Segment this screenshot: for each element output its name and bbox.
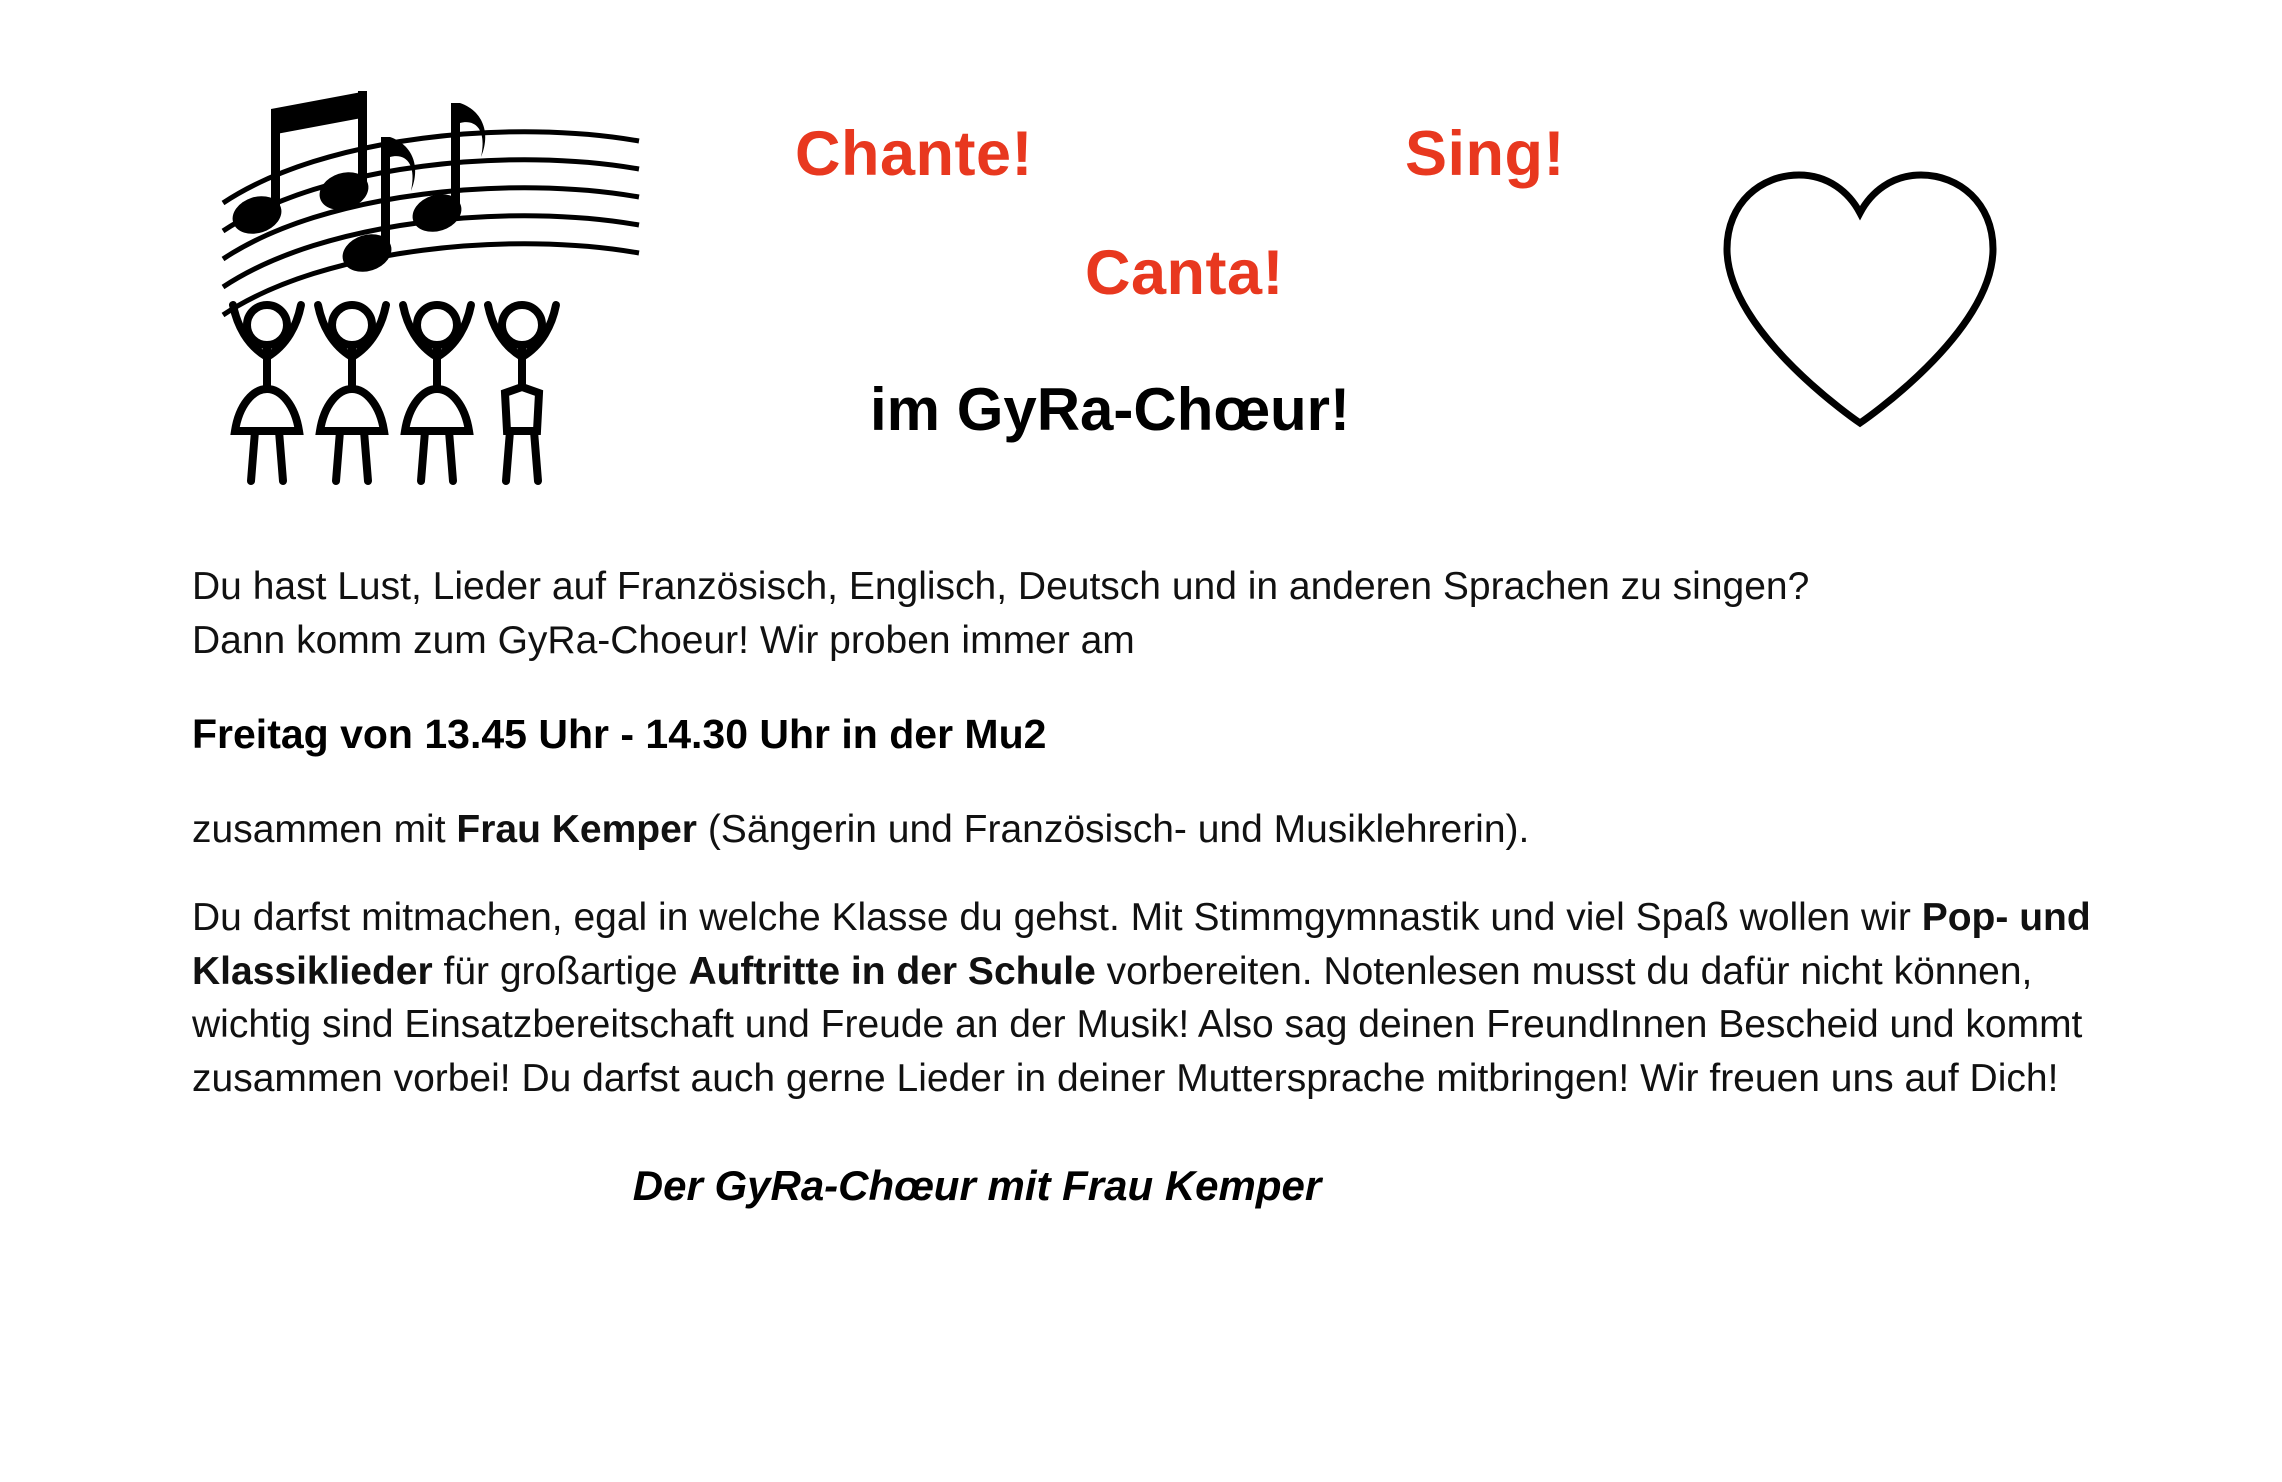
teacher-name: Frau Kemper <box>456 807 697 851</box>
teacher-suffix: (Sängerin und Französisch- und Musiklehrerin). <box>696 807 1530 851</box>
page-title: im GyRa-Chœur! <box>870 376 1350 443</box>
shout-chante: Chante! <box>795 119 1033 189</box>
description-bold-2: Auftritte in der Schule <box>688 949 1096 993</box>
poster-body <box>192 560 2092 1210</box>
rehearsal-time: Freitag von 13.45 Uhr - 14.30 Uhr in der Mu2 <box>192 710 1047 757</box>
description-part-2: für großartige <box>432 949 689 993</box>
description-part-3: vorbereiten. Notenlesen musst du dafür nicht können, wichtig sind Einsatzbereitschaft und Freude an der Musik! Also sag deinen FreundInnen Bescheid und kommt zusammen vorbei! Du darfst auch gerne Lieder in deiner Muttersprache mitbringen! Wir freuen uns auf Dich! <box>192 949 2083 1101</box>
teacher-paragraph <box>192 803 2092 857</box>
heart-outline-icon <box>1715 165 2005 435</box>
intro-paragraph <box>192 560 2092 668</box>
singing-choir-with-music-notes-icon <box>215 75 645 495</box>
teacher-prefix: zusammen mit <box>192 807 457 851</box>
description-bold-1: Pop- und Klassiklieder <box>192 895 2091 993</box>
shout-canta: Canta! <box>1085 238 1285 308</box>
shout-sing: Sing! <box>1405 119 1565 189</box>
intro-line-1: Du hast Lust, Lieder auf Französisch, Englisch, Deutsch und in anderen Sprachen zu singen? <box>192 565 1810 608</box>
description-part-1: Du darfst mitmachen, egal in welche Klasse du gehst. Mit Stimmgymnastik und viel Spaß wollen wir <box>192 895 1922 939</box>
signature-line: Der GyRa-Chœur mit Frau Kemper <box>632 1161 1322 1209</box>
intro-line-2: Dann komm zum GyRa-Choeur! Wir proben immer am <box>192 618 1135 662</box>
description-paragraph <box>192 891 2092 1106</box>
poster-header <box>0 0 2282 520</box>
